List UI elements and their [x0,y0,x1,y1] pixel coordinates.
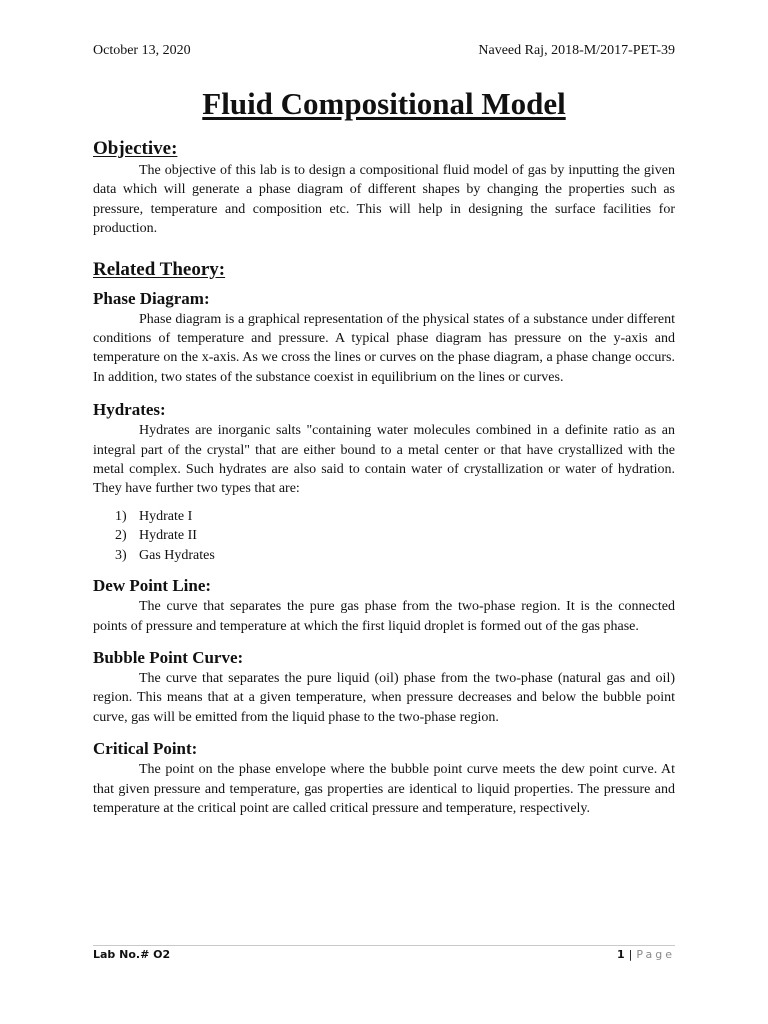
page-word: Page [636,948,675,961]
list-item [93,526,675,545]
objective-paragraph: The objective of this lab is to design a compositional fluid model of gas by inputting the given data which will generate a phase diagram of different shapes by changing the properties such as pressure, temperature and composition etc. This will help in designing the surface facilities for production. [93,163,675,237]
dew-point-paragraph: The curve that separates the pure gas phase from the two-phase region. It is the connected points of pressure and temperature at which the first liquid droplet is formed out of the gas phase. [93,599,675,634]
related-theory-section [93,258,675,819]
hydrates-subsection [93,399,675,565]
footer-divider [93,945,675,946]
document-body [93,137,675,818]
list-item-label: Gas Hydrates [139,547,215,563]
list-item-number: 2) [115,528,127,544]
list-item [93,546,675,565]
list-item [93,507,675,526]
objective-heading: Objective: [93,138,178,159]
phase-diagram-heading: Phase Diagram: [93,288,210,308]
bubble-point-heading: Bubble Point Curve: [93,647,244,667]
list-item-label: Hydrate I [139,508,193,524]
footer-page-indicator [617,948,675,961]
critical-point-paragraph: The point on the phase envelope where the bubble point curve meets the dew point curve. At that given pressure and temperature, gas properties are identical to liquid properties. The pressure and temperature at the critical point are called critical pressure and temperature, respectively. [93,762,675,816]
dew-point-subsection [93,575,675,636]
bubble-point-paragraph: The curve that separates the pure liquid (oil) phase from the two-phase (natural gas and oil) region. This means that at a given temperature, when pressure decreases and below the bubble point curve, gas will be emitted from the liquid phase to the two-phase region. [93,670,675,725]
phase-diagram-paragraph: Phase diagram is a graphical representation of the physical states of a substance under different conditions of temperature and pressure. A typical phase diagram has pressure on the y-axis and temperature on the x-axis. As we cross the lines or curves on the phase diagram, a phase change occurs. In addition, two states of the substance coexist in equilibrium on the lines or curves. [93,311,675,385]
related-theory-heading: Related Theory: [93,258,226,280]
bubble-point-subsection [93,647,675,727]
list-item-label: Hydrate II [139,528,197,544]
header-date: October 13, 2020 [93,43,191,58]
page-title: Fluid Compositional Model [202,86,566,121]
page-number: 1 [616,948,625,961]
objective-section [93,137,675,239]
phase-diagram-subsection [93,288,675,388]
list-item-number: 3) [115,547,127,563]
hydrates-paragraph: Hydrates are inorganic salts "containing water molecules combined in a definite ratio as an integral part of the crystal" that are either bound to a metal center or that have crystallized with the metal complex. Such hydrates are also said to contain water of crystallization or water of hydration. They have further two types that are: [93,423,675,497]
hydrates-heading: Hydrates: [93,400,166,420]
footer-separator: | [628,948,633,961]
critical-point-subsection [93,738,675,818]
list-item-number: 1) [115,508,127,524]
dew-point-heading: Dew Point Line: [93,576,212,596]
header-author: Naveed Raj, 2018-M/2017-PET-39 [478,43,675,58]
footer-lab-number: Lab No.# O2 [93,948,171,961]
critical-point-heading: Critical Point: [93,739,198,759]
hydrate-types-list [93,507,675,565]
